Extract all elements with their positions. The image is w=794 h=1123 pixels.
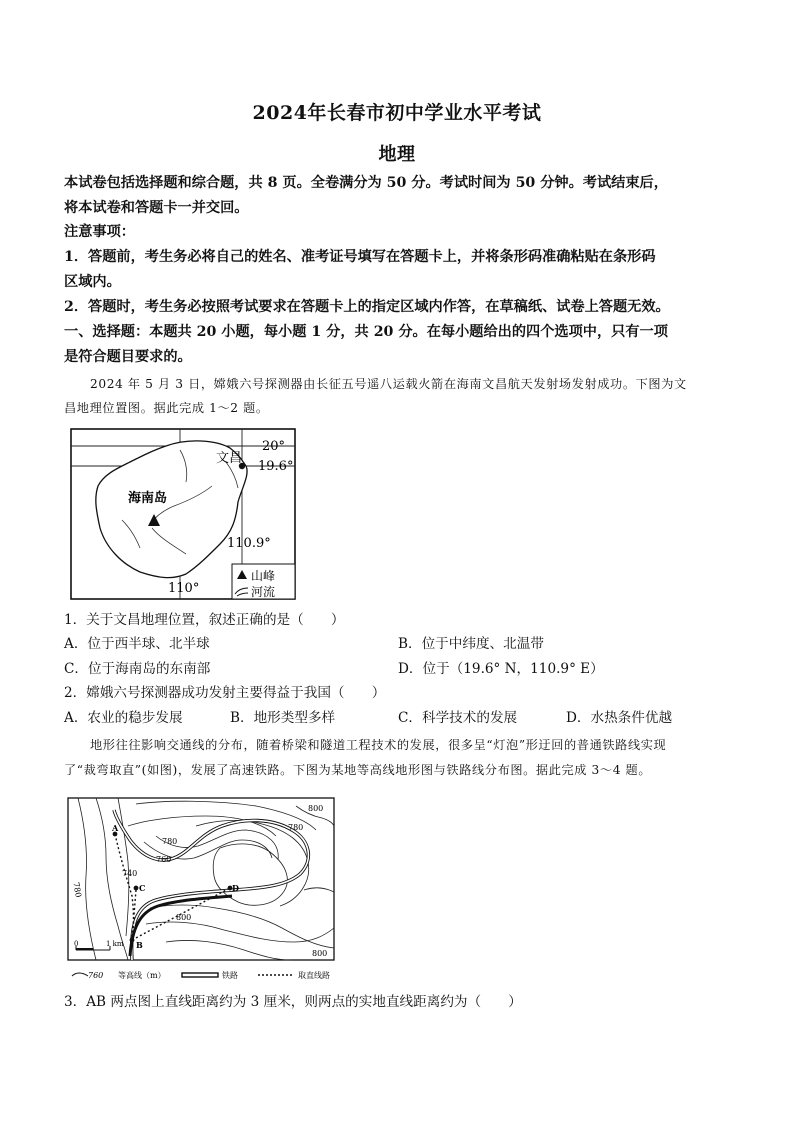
intro-line-2: 将本试卷和答题卡一并交回。 [64, 200, 249, 216]
label-hainan-island: 海南岛 [128, 491, 168, 506]
label-d: D [232, 883, 239, 893]
contour-railway-map [66, 796, 338, 984]
exam-title: 2024年长春市初中学业水平考试 [252, 102, 542, 124]
q1-option-d[interactable]: D．位于（19.6° N，110.9° E） [398, 661, 604, 677]
stem-1-line-1: 2024 年 5 月 3 日，嫦娥六号探测器由长征五号遥八运载火箭在海南文昌航天发射场发射成功。下图为文 [90, 377, 687, 391]
contour-label-800-r: 800 [312, 949, 328, 958]
exam-subject: 地理 [378, 144, 416, 165]
legend-contour-icon [72, 973, 88, 976]
notice-title: 注意事项： [64, 224, 135, 240]
q1-option-b[interactable]: B．位于中纬度、北温带 [398, 636, 544, 652]
legend-contour-value: 760 [88, 971, 104, 980]
scale-label-0: 0 [74, 940, 79, 948]
q2-option-d[interactable]: D．水热条件优越 [566, 710, 673, 726]
intro-line-1: 本试卷包括选择题和综合题，共 8 页。全卷满分为 50 分。考试时间为 50 分钟。考试结束后， [64, 175, 668, 191]
wenchang-location-map [70, 428, 296, 600]
point-b [130, 938, 135, 943]
notice-1a: 1．答题前，考生务必将自己的姓名、准考证号填写在答题卡上，并将条形码准确粘贴在条形码 [64, 249, 656, 265]
legend-rail-icon [182, 973, 218, 977]
legend-rail-label: 铁路 [222, 971, 238, 980]
contour-label-780-top: 780 [288, 823, 304, 832]
stem-2-line-2: 了“裁弯取直”(如图)，发展了高速铁路。下图为某地等高线地形图与铁路线分布图。据此完成 3～4 题。 [64, 763, 652, 777]
q2-option-a[interactable]: A．农业的稳步发展 [64, 710, 183, 726]
legend-contour-label: 等高线（m） [118, 971, 166, 980]
label-lon-110: 110° [168, 581, 200, 596]
stem-1-line-2: 昌地理位置图。据此完成 1～2 题。 [64, 401, 269, 415]
question-2-stem: 2．嫦娥六号探测器成功发射主要得益于我国（ ） [64, 685, 386, 701]
q2-option-c[interactable]: C．科学技术的发展 [398, 710, 518, 726]
label-lat-20: 20° [262, 439, 286, 454]
label-a: A [112, 823, 119, 833]
q2-option-b[interactable]: B．地形类型多样 [230, 710, 336, 726]
contour-label-760: 760 [156, 855, 172, 864]
notice-2: 2．答题时，考生务必按照考试要求在答题卡上的指定区域内作答，在草稿纸、试卷上答题无效。 [64, 299, 670, 315]
contour-label-800-mid: 800 [176, 913, 192, 922]
section-1-line-1: 一、选择题：本题共 20 小题，每小题 1 分，共 20 分。在每小题给出的四个选项中，只有一项 [64, 324, 668, 340]
legend-peak-label: 山峰 [251, 569, 276, 583]
contour-label-780-in: 780 [162, 837, 178, 846]
legend-river-label: 河流 [251, 585, 276, 599]
label-lon-110-9: 110.9° [227, 536, 271, 551]
q1-option-c[interactable]: C．位于海南岛的东南部 [64, 661, 211, 677]
notice-1b: 区域内。 [64, 274, 121, 290]
label-c: C [139, 883, 146, 893]
label-lat-19-6: 19.6° [258, 459, 294, 474]
question-1-stem: 1．关于文昌地理位置，叙述正确的是（ ） [64, 612, 345, 628]
section-1-line-2: 是符合题目要求的。 [64, 349, 192, 365]
contour-label-780-left: 780 [71, 881, 83, 899]
label-b: B [136, 940, 143, 950]
legend-straight-label: 取直线路 [298, 971, 330, 980]
contour-label-740: 740 [122, 869, 138, 878]
stem-2-line-1: 地形往往影响交通线的分布，随着桥梁和隧道工程技术的发展，很多呈“灯泡”形迂回的普通铁路线实现 [90, 738, 667, 752]
point-c [134, 886, 139, 891]
q1-option-a[interactable]: A．位于西半球、北半球 [64, 636, 210, 652]
contour-label-800-tr: 800 [308, 804, 324, 813]
label-wenchang: 文昌 [216, 451, 243, 466]
scale-label-1km: 1 km [106, 940, 124, 948]
question-3-stem: 3．AB 两点图上直线距离约为 3 厘米，则两点的实地直线距离约为（ ） [64, 994, 522, 1010]
